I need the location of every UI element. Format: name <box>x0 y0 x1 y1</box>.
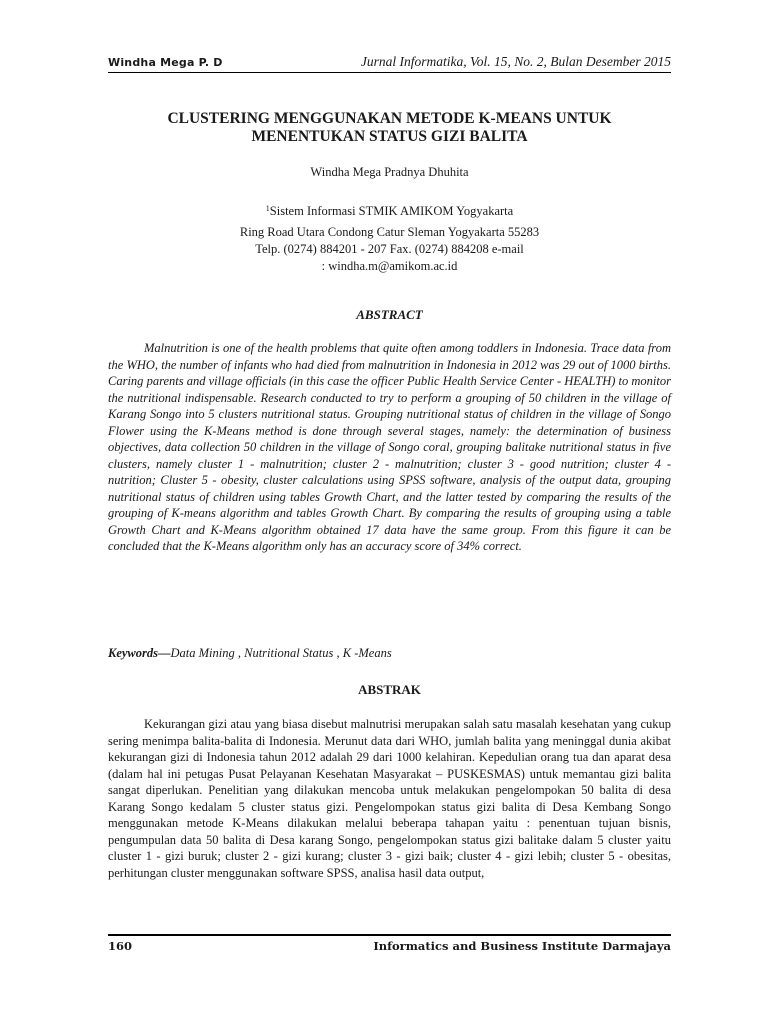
affiliation <box>108 200 671 275</box>
abstrak-heading: ABSTRAK <box>358 682 421 697</box>
running-footer <box>108 934 671 956</box>
footer-publisher: Informatics and Business Institute Darmajaya <box>373 939 671 953</box>
title-line-2: MENENTUKAN STATUS GIZI BALITA <box>251 128 528 145</box>
affiliation-address: Ring Road Utara Condong Catur Sleman Yogyakarta 55283 <box>239 225 540 239</box>
abstract-heading: ABSTRACT <box>356 307 423 322</box>
affiliation-marker: 1 <box>265 204 270 213</box>
keywords <box>108 645 671 661</box>
keywords-dash: — <box>158 646 171 660</box>
title-line-1: CLUSTERING MENGGUNAKAN METODE K-MEANS UNTUK <box>167 110 612 127</box>
abstrak-body: Kekurangan gizi atau yang biasa disebut malnutrisi merupakan salah satu masalah kesehatan yang cukup sering menimpa balita-balita di Indonesia. Merunut data dari WHO, jumlah balita yang meninggal dunia akibat kekurangan gizi di Indonesia tahun 2012 adalah 29 dari 1000 kelahiran. Kepedulian orang tua dan aparat desa (dalam hal ini petugas Pusat Pelayanan Kesehatan Masyarakat – PUSKESMAS) untuk memantau gizi balita sangat diperlukan. Penelitian yang dilakukan mencoba untuk melakukan pengelompokan 50 balita di desa Karang Songo kedalam 5 cluster status gizi. Pengelompokan status gizi balita di Desa Kembang Songo menggunakan metode K-Means dilakukan melalui beberapa tahapan yaitu : penentuan tujuan bisnis, pengumpulan data 50 balita di Desa karang Songo, pengelompokan status gizi balitake dalam 5 cluster yaitu cluster 1 - gizi buruk; cluster 2 - gizi kurang; cluster 3 - gizi baik; cluster 4 - gizi lebih; cluster 5 - obesitas, perhitungan cluster menggunakan software SPSS, analisa hasil data output, <box>108 717 671 880</box>
keywords-text: Data Mining , Nutritional Status , K -Means <box>170 646 392 660</box>
header-author: Windha Mega P. D <box>108 56 223 69</box>
affiliation-institution: $^1$Sistem Informasi STMIK AMIKOM Yogyakarta <box>265 204 514 218</box>
affiliation-phone: Telp. (0274) 884201 - 207 Fax. (0274) 884208 e-mail <box>255 242 524 256</box>
keywords-label: Keywords <box>108 646 158 660</box>
header-journal: Jurnal Informatika, Vol. 15, No. 2, Bulan Desember 2015 <box>360 54 671 69</box>
page-number: 160 <box>108 939 133 953</box>
paper-title <box>108 110 671 146</box>
abstract-body: Malnutrition is one of the health problems that quite often among toddlers in Indonesia. Trace data from the WHO, the number of infants who had died from malnutrition in Indonesia in 2012 was 29 out of 1000 births. Caring parents and village officials (in this case the officer Public Health Service Center - HEALTH) to monitor the nutritional indispensable. Research conducted to try to perform a grouping of 50 children in the village of Karang Songo into 5 clusters nutritional status. Grouping nutritional status of children in the village of Songo Flower using the K-Means method is done through several stages, namely: the determination of business objectives, data collection 50 children in the village of Songo coral, grouping balitake nutritional status in five clusters, namely cluster 1 - malnutrition; cluster 2 - malnutrition; cluster 3 - good nutrition; cluster 4 - nutrition; Cluster 5 - obesity, cluster calculations using SPSS software, analysis of the output data, grouping nutritional status of children using tables Growth Chart, and the latter tested by comparing the results of the grouping of K-means algorithm and tables Growth Chart. By comparing the results of grouping using a table Growth Chart and K-Means algorithm obtained 17 data have the same group. From this figure it can be concluded that the K-Means algorithm only has an accuracy score of 34% correct. <box>108 341 671 553</box>
affiliation-email: : windha.m@amikom.ac.id <box>321 259 458 273</box>
running-header <box>108 54 671 73</box>
author-name: Windha Mega Pradnya Dhuhita <box>310 165 469 179</box>
